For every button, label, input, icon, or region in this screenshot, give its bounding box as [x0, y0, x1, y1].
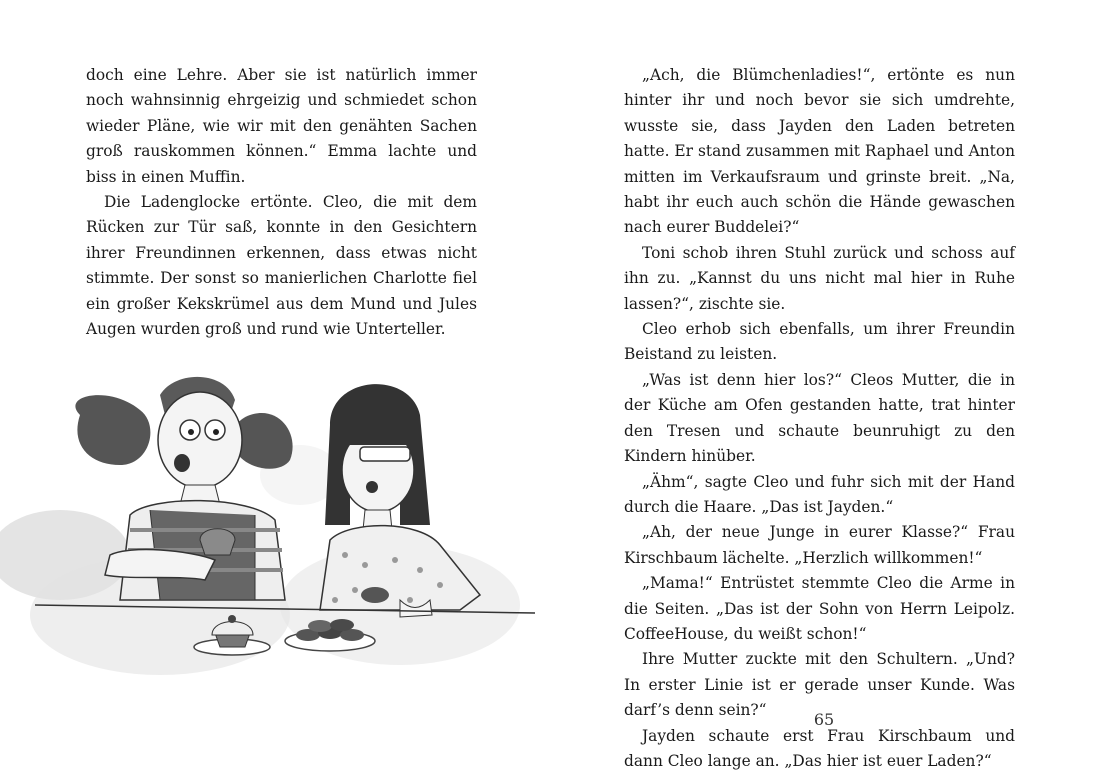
paragraph: Toni schob ihren Stuhl zurück und schoss auf ihn zu. „Kannst du uns nicht mal hier in Ruhe lassen?“, zischte sie. [624, 243, 1015, 313]
paragraph: Die Ladenglocke ertönte. Cleo, die mit dem Rücken zur Tür saß, konnte in den Gesichtern ihrer Freundinnen erkennen, dass etwas nicht stimmte. Der sonst so manierlichen Charlotte fiel ein großer Kekskrümel aus dem Mund und Jules Augen wurden groß und rund wie Unterteller. [86, 193, 477, 339]
right-page [550, 0, 1100, 770]
girl-left [75, 377, 292, 600]
paragraph: Jayden schaute erst Frau Kirschbaum und dann Cleo lange an. „Das hier ist euer Laden?“ [624, 726, 1015, 770]
page-number: 65 [813, 710, 835, 729]
paragraph: „Mama!“ Entrüstet stemmte Cleo die Arme in die Seiten. „Das ist der Sohn von Herrn Leipolz. CoffeeHouse, du weißt schon!“ [624, 574, 1015, 643]
left-page [0, 0, 550, 762]
left-page-text [86, 63, 477, 342]
paragraph: „Ah, der neue Junge in eurer Klasse?“ Frau Kirschbaum lächelte. „Herzlich willkommen!“ [624, 523, 1015, 567]
paragraph: „Ähm“, sagte Cleo und fuhr sich mit der Hand durch die Haare. „Das ist Jayden.“ [624, 472, 1015, 516]
paragraph: doch eine Lehre. Aber sie ist natürlich immer noch wahnsinnig ehrgeizig und schmiedet schon wieder Pläne, wie wir mit den genähten Sachen groß rauskommen können.“ Emma lachte und biss in einen Muffin. [86, 66, 477, 186]
right-page-text [624, 63, 1015, 774]
girl-right [320, 384, 480, 617]
paragraph: „Was ist denn hier los?“ Cleos Mutter, die in der Küche am Ofen gestanden hatte, trat hinter den Tresen und schaute beunruhigt zu den Kindern hinüber. [624, 370, 1015, 466]
illustration-girls-at-table [0, 355, 550, 685]
paragraph: „Ach, die Blümchenladies!“, ertönte es nun hinter ihr und noch bevor sie sich umdrehte, wusste sie, dass Jayden den Laden betreten hatte. Er stand zusammen mit Raphael und Anton mitten im Verkaufsraum und grinste breit. „Na, habt ihr euch auch schön die Hände gewaschen nach eurer Buddelei?“ [624, 66, 1015, 237]
paragraph: Ihre Mutter zuckte mit den Schultern. „Und? In erster Linie ist er gerade unser Kunde. Was darf’s denn sein?“ [624, 650, 1015, 720]
paragraph: Cleo erhob sich ebenfalls, um ihrer Freundin Beistand zu leisten. [624, 320, 1015, 364]
